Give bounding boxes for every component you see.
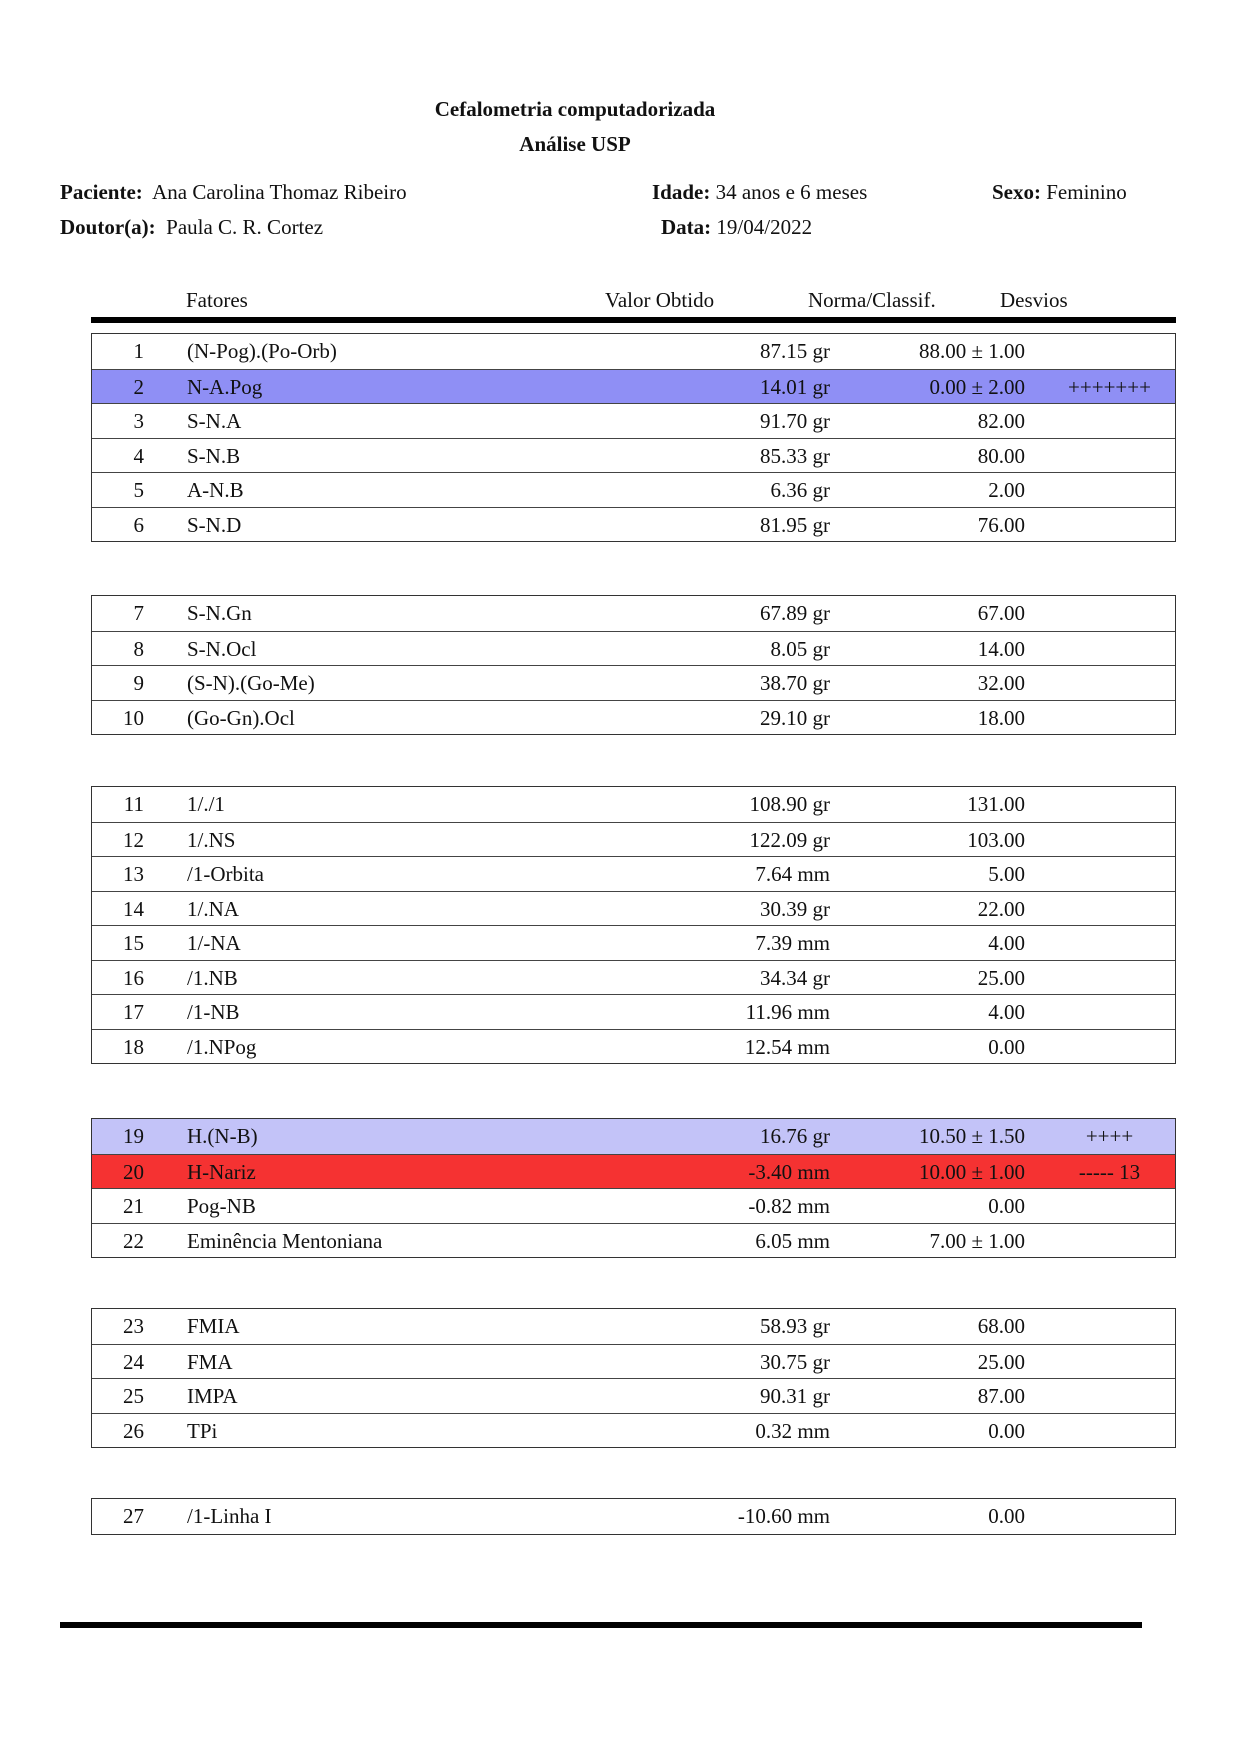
factor-name: TPi	[187, 1418, 218, 1443]
date-field	[661, 215, 812, 240]
factor-name: S-N.A	[187, 409, 242, 433]
obtained-value: -0.82 mm	[748, 1194, 830, 1218]
norm-value: 0.00 ± 2.00	[929, 374, 1025, 399]
table-row	[92, 1378, 1175, 1413]
factor-group-5	[91, 1308, 1176, 1448]
row-number: 14	[123, 896, 144, 921]
norm-value: 0.00	[988, 1504, 1025, 1528]
table-row	[92, 1029, 1175, 1064]
patient-name: Ana Carolina Thomaz Ribeiro	[152, 180, 407, 204]
obtained-value: 87.15 gr	[760, 339, 830, 363]
row-number: 16	[123, 965, 144, 990]
table-row	[92, 925, 1175, 960]
table-row	[92, 1154, 1175, 1189]
obtained-value: 91.70 gr	[760, 409, 830, 433]
norm-value: 7.00 ± 1.00	[929, 1228, 1025, 1253]
table-row	[92, 1309, 1175, 1344]
obtained-value: 90.31 gr	[760, 1384, 830, 1408]
obtained-value: -10.60 mm	[737, 1504, 830, 1528]
factor-name: 1/-NA	[187, 931, 241, 955]
table-row	[92, 369, 1175, 404]
patient-field	[60, 180, 407, 205]
sex-value: Feminino	[1046, 180, 1127, 204]
age-field	[652, 180, 867, 205]
obtained-value: 30.39 gr	[760, 896, 830, 921]
obtained-value: 8.05 gr	[770, 636, 830, 661]
row-number: 25	[123, 1384, 144, 1408]
factor-name: H-Nariz	[187, 1159, 256, 1184]
factor-name: IMPA	[187, 1384, 238, 1408]
row-number: 4	[133, 443, 144, 468]
col-header-deviations: Desvios	[1000, 288, 1068, 312]
norm-value: 67.00	[977, 601, 1025, 625]
norm-value: 82.00	[977, 409, 1025, 433]
col-header-factors: Fatores	[186, 288, 248, 312]
factor-name: (S-N).(Go-Me)	[187, 671, 315, 695]
obtained-value: 34.34 gr	[760, 965, 830, 990]
factor-name: S-N.Ocl	[187, 636, 257, 661]
obtained-value: 81.95 gr	[760, 512, 830, 537]
norm-value: 14.00	[977, 636, 1025, 661]
deviation-marks: ----- 13	[1078, 1159, 1141, 1184]
norm-value: 0.00	[988, 1194, 1025, 1218]
norm-value: 22.00	[977, 896, 1025, 921]
table-row	[92, 1119, 1175, 1154]
row-number: 17	[123, 1000, 144, 1024]
row-number: 18	[123, 1034, 144, 1059]
row-number: 10	[123, 705, 144, 730]
row-number: 9	[133, 671, 144, 695]
obtained-value: 14.01 gr	[760, 374, 830, 399]
factor-group-6	[91, 1498, 1176, 1535]
factor-name: 1/.NA	[187, 896, 239, 921]
norm-value: 4.00	[988, 931, 1025, 955]
table-row	[92, 472, 1175, 507]
sex-label: Sexo:	[992, 180, 1041, 204]
factor-name: /1-Linha I	[187, 1504, 272, 1528]
obtained-value: 108.90 gr	[749, 792, 830, 816]
norm-value: 76.00	[977, 512, 1025, 537]
obtained-value: 30.75 gr	[760, 1349, 830, 1374]
obtained-value: 29.10 gr	[760, 705, 830, 730]
table-row	[92, 631, 1175, 666]
row-number: 6	[133, 512, 144, 537]
obtained-value: 16.76 gr	[760, 1124, 830, 1148]
norm-value: 87.00	[977, 1384, 1025, 1408]
row-number: 22	[123, 1228, 144, 1253]
obtained-value: 7.64 mm	[755, 862, 830, 886]
obtained-value: 6.36 gr	[770, 478, 830, 502]
table-row	[92, 507, 1175, 542]
row-number: 11	[123, 792, 144, 816]
table-row	[92, 1188, 1175, 1223]
factor-name: A-N.B	[187, 478, 244, 502]
norm-value: 131.00	[967, 792, 1025, 816]
factor-name: FMIA	[187, 1314, 240, 1338]
factor-name: /1.NB	[187, 965, 238, 990]
table-row	[92, 1223, 1175, 1258]
factor-name: FMA	[187, 1349, 233, 1374]
header-rule	[91, 317, 1176, 323]
table-row	[92, 596, 1175, 631]
obtained-value: 67.89 gr	[760, 601, 830, 625]
table-row	[92, 994, 1175, 1029]
date-label: Data:	[661, 215, 712, 239]
row-number: 8	[133, 636, 144, 661]
obtained-value: 122.09 gr	[749, 827, 830, 852]
norm-value: 18.00	[977, 705, 1025, 730]
table-row	[92, 822, 1175, 857]
sex-field	[992, 180, 1127, 205]
factor-name: Pog-NB	[187, 1194, 256, 1218]
deviation-marks: ++++	[1085, 1124, 1134, 1148]
table-row	[92, 403, 1175, 438]
doctor-field	[60, 215, 323, 240]
factor-group-1	[91, 333, 1176, 542]
factor-name: /1-NB	[187, 1000, 240, 1024]
footer-rule	[60, 1622, 1142, 1628]
deviation-marks: +++++++	[1068, 374, 1151, 399]
factor-name: H.(N-B)	[187, 1124, 258, 1148]
row-number: 24	[123, 1349, 144, 1374]
row-number: 3	[133, 409, 144, 433]
norm-value: 10.00 ± 1.00	[918, 1159, 1025, 1184]
norm-value: 25.00	[977, 965, 1025, 990]
norm-value: 0.00	[988, 1034, 1025, 1059]
row-number: 23	[123, 1314, 144, 1338]
table-row	[92, 1499, 1175, 1534]
obtained-value: 0.32 mm	[755, 1418, 830, 1443]
norm-value: 10.50 ± 1.50	[918, 1124, 1025, 1148]
norm-value: 0.00	[988, 1418, 1025, 1443]
table-row	[92, 700, 1175, 735]
factor-name: /1-Orbita	[187, 862, 264, 886]
factor-group-4	[91, 1118, 1176, 1258]
factor-group-3	[91, 786, 1176, 1064]
row-number: 19	[123, 1124, 144, 1148]
obtained-value: 11.96 mm	[745, 1000, 830, 1024]
table-row	[92, 665, 1175, 700]
norm-value: 32.00	[977, 671, 1025, 695]
norm-value: 5.00	[988, 862, 1025, 886]
factor-name: (Go-Gn).Ocl	[187, 705, 295, 730]
factor-name: /1.NPog	[187, 1034, 257, 1059]
doctor-name: Paula C. R. Cortez	[166, 215, 324, 239]
report-subtitle: Análise USP	[519, 132, 631, 156]
obtained-value: 85.33 gr	[760, 443, 830, 468]
table-row	[92, 891, 1175, 926]
norm-value: 4.00	[988, 1000, 1025, 1024]
row-number: 20	[123, 1159, 144, 1184]
row-number: 21	[123, 1194, 144, 1218]
col-header-norm: Norma/Classif.	[808, 288, 936, 312]
row-number: 2	[133, 374, 144, 399]
table-row	[92, 334, 1175, 369]
obtained-value: 58.93 gr	[760, 1314, 830, 1338]
row-number: 7	[133, 601, 144, 625]
report-title: Cefalometria computadorizada	[434, 97, 716, 121]
factor-name: 1/./1	[187, 792, 225, 816]
factor-group-2	[91, 595, 1176, 735]
norm-value: 103.00	[967, 827, 1025, 852]
norm-value: 88.00 ± 1.00	[918, 339, 1025, 363]
factor-name: S-N.D	[187, 512, 242, 537]
row-number: 13	[123, 862, 144, 886]
date-value: 19/04/2022	[716, 215, 813, 239]
row-number: 1	[133, 339, 144, 363]
table-row	[92, 438, 1175, 473]
norm-value: 68.00	[977, 1314, 1025, 1338]
norm-value: 2.00	[988, 478, 1025, 502]
patient-label: Paciente:	[60, 180, 143, 204]
obtained-value: 12.54 mm	[744, 1034, 830, 1059]
table-row	[92, 1413, 1175, 1448]
table-row	[92, 856, 1175, 891]
age-value: 34 anos e 6 meses	[715, 180, 868, 204]
age-label: Idade:	[652, 180, 711, 204]
doctor-label: Doutor(a):	[60, 215, 156, 239]
factor-name: Eminência Mentoniana	[187, 1228, 383, 1253]
obtained-value: 6.05 mm	[755, 1228, 830, 1253]
row-number: 12	[123, 827, 144, 852]
col-header-value: Valor Obtido	[605, 288, 715, 312]
factor-name: 1/.NS	[187, 827, 236, 852]
row-number: 26	[123, 1418, 144, 1443]
row-number: 27	[123, 1504, 144, 1528]
obtained-value: -3.40 mm	[748, 1159, 830, 1184]
obtained-value: 7.39 mm	[755, 931, 830, 955]
factor-name: N-A.Pog	[187, 374, 263, 399]
norm-value: 25.00	[977, 1349, 1025, 1374]
obtained-value: 38.70 gr	[760, 671, 830, 695]
norm-value: 80.00	[977, 443, 1025, 468]
row-number: 15	[123, 931, 144, 955]
row-number: 5	[133, 478, 144, 502]
factor-name: S-N.Gn	[187, 601, 252, 625]
table-row	[92, 960, 1175, 995]
factor-name: (N-Pog).(Po-Orb)	[187, 339, 337, 363]
factor-name: S-N.B	[187, 443, 241, 468]
table-row	[92, 1344, 1175, 1379]
table-row	[92, 787, 1175, 822]
